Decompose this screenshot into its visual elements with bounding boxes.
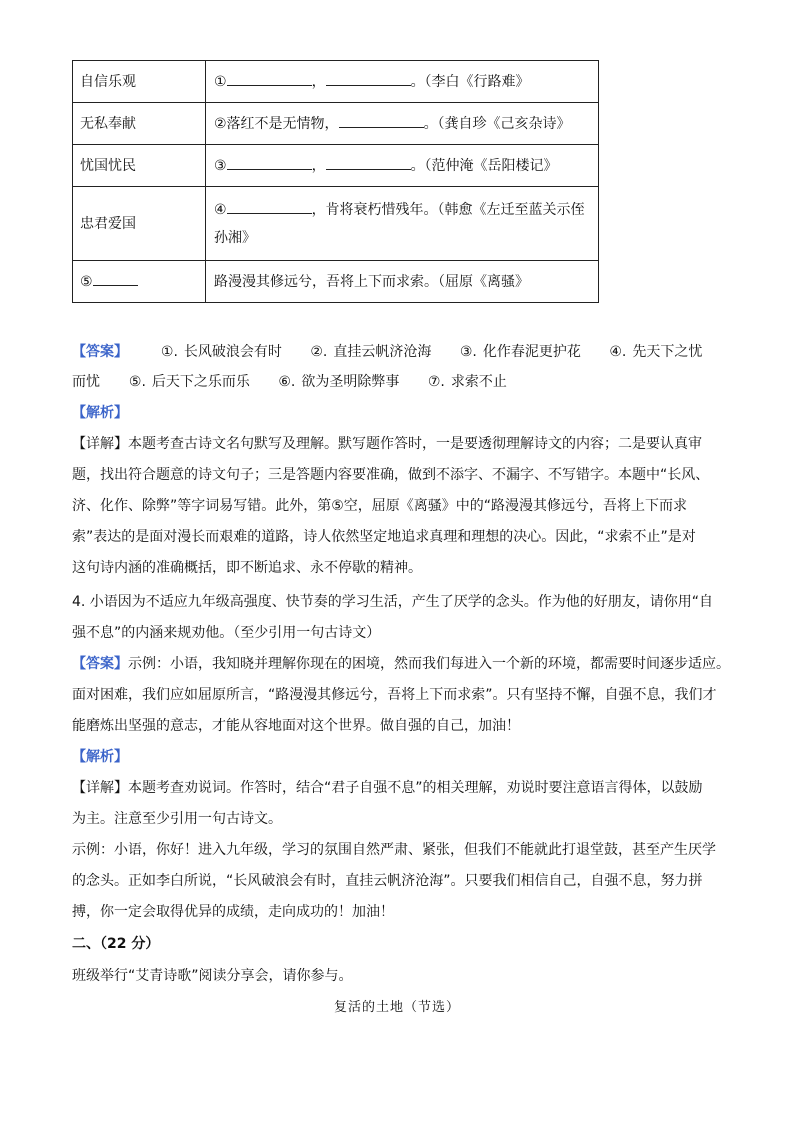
answer-item: ⑥. 欲为圣明除弊事 (278, 374, 400, 390)
theme-cell: 忧国忧民 (73, 145, 206, 187)
answer-blank[interactable] (326, 153, 411, 170)
question-line: 强不息”的内涵来规劝他。（至少引用一句古诗文） (72, 625, 381, 641)
analysis-line: 【详解】本题考查劝说词。作答时，结合“君子自强不息”的相关理解，劝说时要注意语言得体，以鼓励 (72, 780, 703, 796)
answer-blank[interactable] (339, 111, 424, 128)
analysis-line: 济、化作、除弊”等字词易写错。此外，第⑤空，屈原《离骚》中的“路漫漫其修远兮，吾将上下而求 (72, 498, 688, 514)
analysis-line: 搏，你一定会取得优异的成绩，走向成功的！加油！ (72, 904, 394, 920)
answer-item: ⑤. 后天下之乐而乐 (128, 374, 250, 390)
answer-item: ③. 化作春泥更护花 (459, 344, 581, 360)
analysis-line: 【详解】本题考查古诗文名句默写及理解。默写题作答时，一是要透彻理解诗文的内容；二是要认真审 (72, 436, 702, 452)
question-line: 4. 小语因为不适应九年级高强度、快节奏的学习生活，产生了厌学的念头。作为他的好朋友，请你用“自 (72, 594, 714, 610)
answer-tag: 【答案】 (72, 344, 128, 360)
table-row (73, 145, 599, 187)
answer-item: ④. 先天下之忧 (609, 344, 703, 360)
content-cell: ②落红不是无情物， 。（龚自珍《己亥杂诗》 (206, 103, 599, 145)
content-cell: ③ ， 。（范仲淹《岳阳楼记》 (206, 145, 599, 187)
analysis-heading: 【解析】 (72, 749, 128, 765)
answer-line-1 (72, 342, 702, 362)
answer-line: 面对困难，我们应如屈原所言，“路漫漫其修远兮，吾将上下而求索”。只有坚持不懈，自强不息，我们才 (72, 687, 717, 703)
analysis-heading: 【解析】 (72, 405, 128, 421)
theme-cell: 忠君爱国 (73, 187, 206, 261)
theme-cell: 无私奉献 (73, 103, 206, 145)
poem-title: 复活的土地（节选） (333, 1000, 460, 1015)
answer-blank[interactable] (227, 69, 312, 86)
section-title: 二、（22 分） (72, 936, 160, 952)
answer-item: ⑦. 求索不止 (427, 374, 507, 390)
answer-blank[interactable] (227, 197, 312, 214)
table-row (73, 187, 599, 261)
content-cell: 路漫漫其修远兮，吾将上下而求索。（屈原《离骚》 (206, 261, 599, 303)
theme-cell: ⑤ (73, 261, 206, 303)
answer-blank[interactable] (227, 153, 312, 170)
table-row (73, 103, 599, 145)
table-row (73, 261, 599, 303)
answer-blank[interactable] (93, 269, 138, 286)
poem-fill-table (72, 60, 599, 303)
answer-line: 能磨炼出坚强的意志，才能从容地面对这个世界。做自强的自己，加油！ (72, 718, 520, 734)
section-intro: 班级举行“艾青诗歌”阅读分享会，请你参与。 (72, 968, 353, 984)
answer-blank[interactable] (326, 69, 411, 86)
analysis-line: 这句诗内涵的准确概括，即不断追求、永不停歇的精神。 (72, 560, 422, 576)
answer-item: ②. 直挂云帆济沧海 (310, 344, 432, 360)
answer-line-2: 而忧 ⑤. 后天下之乐而乐 ⑥. 欲为圣明除弊事 ⑦. 求索不止 (72, 374, 507, 390)
answer-line: 【答案】示例：小语，我知晓并理解你现在的困境，然而我们每进入一个新的环境，都需要时间逐步适应。 (72, 656, 730, 672)
analysis-line: 为主。注意至少引用一句古诗文。 (72, 811, 282, 827)
analysis-line: 索”表达的是面对漫长而艰难的道路，诗人依然坚定地追求真理和理想的决心。因此，“求索不止”是对 (72, 529, 696, 545)
content-cell: ① ， 。（李白《行路难》 (206, 61, 599, 103)
analysis-line: 题，找出符合题意的诗文句子；三是答题内容要准确，做到不添字、不漏字、不写错字。本题中“长风、 (72, 467, 710, 483)
analysis-line: 的念头。正如李白所说，“长风破浪会有时，直挂云帆济沧海”。只要我们相信自己，自强不息，努力拼 (72, 873, 703, 889)
content-cell: ④ ，肯将衰朽惜残年。（韩愈《左迁至蓝关示侄 孙湘》 (206, 187, 599, 261)
answer-item: ①. 长风破浪会有时 (160, 344, 282, 360)
theme-cell: 自信乐观 (73, 61, 206, 103)
analysis-line: 示例：小语，你好！进入九年级，学习的氛围自然严肃、紧张，但我们不能就此打退堂鼓，甚至产生厌学 (72, 842, 716, 858)
table-row (73, 61, 599, 103)
